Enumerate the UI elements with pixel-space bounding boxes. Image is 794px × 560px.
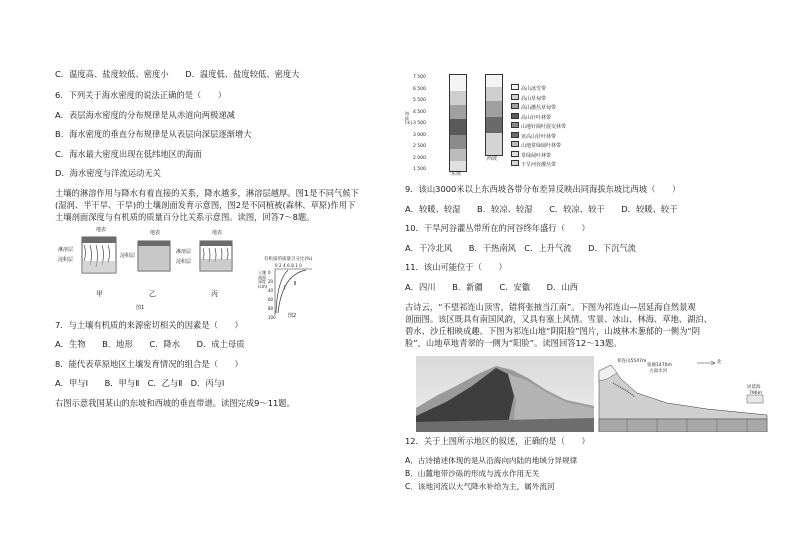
- q8-stem: 8．能代表草原地区土壤发育情况的组合是（ ）: [55, 359, 243, 369]
- vertical-zonation-chart: [405, 70, 605, 178]
- chart-col-west: 西坡: [487, 156, 498, 162]
- q11-options[interactable]: A．四川 B．新疆 C．安徽 D．山西: [405, 282, 578, 292]
- q11-stem: 11．该山可能位于（ ）: [405, 262, 507, 272]
- east-conifer-zone: [450, 119, 466, 135]
- chart-col-east: 东坡: [451, 171, 462, 177]
- q6-stem: 6．下列关于海水密度的说法正确的是（ ）: [55, 90, 227, 100]
- qilian-juyan-profile: [597, 357, 769, 432]
- intro-7-8-line2: (湿润、半干旱、干旱)的土壤剖面发育示意图，图2是不同植被(森林、草原)作用下: [55, 200, 356, 210]
- east-shrub-zone: [450, 105, 466, 119]
- q7-options[interactable]: A．生物 B．地形 C．降水 D．成土母质: [55, 339, 245, 349]
- chart-legend: [511, 84, 603, 170]
- east-snow-zone: [450, 75, 466, 91]
- east-meadow-zone: [450, 91, 466, 105]
- legend-item: 山地针阔叶混交林带: [511, 122, 603, 132]
- legend-item: 干旱河谷灌丛带: [511, 160, 603, 170]
- west-slope-column: [485, 74, 503, 156]
- intro-12-13-line3: 碧水、沙丘相映成趣。下图为祁连山地“阴阳脸”图片，山坡林木葱郁的一侧为“阴: [405, 326, 700, 336]
- intro-12-13-line4: 脸”，山地草地青翠的一侧为“阳脸”。读图回答12～13题。: [405, 338, 622, 348]
- q10-options[interactable]: A．干冷北风 B．干热南风 C．上升气流 D．下沉气流: [405, 243, 636, 253]
- mountain-silhouette: [416, 356, 594, 432]
- west-meadow-zone: [486, 87, 502, 101]
- west-shrub-zone: [486, 101, 502, 117]
- west-dry-valley-zone: [486, 133, 502, 155]
- profile-label-zhangye: 张掖1470m: [647, 363, 672, 368]
- q8-options[interactable]: A．甲与Ⅰ B．甲与Ⅱ C．乙与Ⅱ D．丙与Ⅰ: [55, 378, 225, 388]
- fig2-caption: 图2: [288, 313, 297, 319]
- fig1-caption: 图1: [136, 305, 145, 311]
- west-snow-zone: [486, 75, 502, 87]
- organic-matter-figure: [258, 257, 318, 319]
- east-base-zone: [450, 161, 466, 171]
- fig2-curve-1-label: Ⅰ: [284, 285, 286, 291]
- fig1-leaching-label-jia: 淋溶层: [58, 247, 74, 253]
- legend-item: 亚高山针叶林带: [511, 132, 603, 142]
- fig1-leaching-label-bing: 淋溶层: [176, 249, 192, 255]
- fig1-surface-label-bing: 地表: [212, 230, 223, 236]
- q12-stem: 12．关于上图所示地区的叙述，正确的是（ ）: [405, 436, 590, 446]
- fig1-deposit-label-jia: 淀积层: [58, 257, 74, 263]
- fig2-curve-2-label: Ⅱ: [294, 281, 297, 287]
- fig2-plot: [258, 257, 318, 319]
- q12-option-a[interactable]: A．古诗描述体现的是从沿海向内陆的地域分异规律: [405, 456, 578, 465]
- fig1-surface-label-yi: 地表: [150, 230, 161, 236]
- qilian-mountain-photo: [416, 356, 594, 432]
- east-broadleaf-zone: [450, 149, 466, 161]
- profile-label-juyan: 居延海: [747, 385, 761, 390]
- chart-ylabel: 海拔(米): [405, 111, 413, 125]
- legend-item: 高山针叶林带: [511, 113, 603, 123]
- q7-stem: 7．与土壤有机质的来源密切相关的因素是（ ）: [55, 320, 243, 330]
- profile-label-river: 古弱水河: [649, 369, 667, 374]
- q9-options[interactable]: A．较暖、较湿 B．较凉、较湿 C．较凉、较干 D．较暖、较干: [405, 204, 678, 214]
- west-conifer-zone: [486, 117, 502, 133]
- q6-option-b[interactable]: B．海水密度的垂直分布规律是从表层向深层逐渐增大: [55, 129, 252, 139]
- profile-label-juyan-alt: 796m: [749, 391, 762, 396]
- q10-stem: 10．干旱河谷灌丛带所在的河谷终年盛行（ ）: [405, 223, 590, 233]
- q5-options-cd: C．温度高、盐度较低、密度小 D．温度低、盐度较低、密度大: [55, 69, 300, 79]
- q6-option-a[interactable]: A．表层海水密度的分布规律是从赤道向两极递减: [55, 110, 235, 120]
- profile-diagram: [597, 357, 769, 432]
- legend-item: 高山灌丛草甸带: [511, 103, 603, 113]
- fig2-ylabel: 土壤剖面深度(cm): [258, 270, 268, 289]
- legend-item: 常绿阔叶林带: [511, 151, 603, 161]
- intro-9-11: 右图示意我国某山的东坡和西坡的垂直带谱。读图完成9～11题。: [55, 398, 295, 408]
- fig1-surface-label-jia: 地表: [96, 227, 107, 233]
- legend-item: 高山草甸带: [511, 94, 603, 104]
- q12-option-c[interactable]: C．该地河流以大气降水补给为主，属外流河: [405, 482, 555, 491]
- q12-option-b[interactable]: B．山麓地带沙砾的形成与流水作用无关: [405, 469, 540, 478]
- profile-label-peak: 祁连山5547m: [617, 359, 647, 364]
- fig1-name-bing: 丙: [211, 290, 218, 298]
- profile-label-north: 北: [717, 360, 722, 365]
- intro-12-13-line2: 剖面图。该区既具有南国风韵，又具有塞上风情。雪景、冰山、林海、草地、湖泊、: [405, 314, 712, 324]
- q9-stem: 9．该山3000米以上东西坡各带分布差异反映出同海拔东坡比西坡（ ）: [405, 184, 681, 194]
- fig2-title: 有机质的质量百分比(%): [264, 257, 313, 262]
- fig2-yticks: 0 20 40 60 80 100: [268, 270, 276, 320]
- legend-item: 高山冰雪带: [511, 84, 603, 94]
- intro-12-13-line1: 古诗云，“不望祁连山顶雪，错将张掖当江南”。下图为祁连山—居延海自然景观: [405, 302, 696, 312]
- soil-profile-illustration: [58, 227, 258, 319]
- fig2-xticks: 0246810: [275, 263, 304, 268]
- intro-7-8-line1: 土壤的淋溶作用与降水有着直接的关系，降水越多，淋溶层越厚。图1是不同气候下: [55, 188, 359, 198]
- intro-7-8-line3: 土壤剖面深度与有机质的质量百分比关系示意图。读图，回答7～8题。: [55, 212, 315, 222]
- fig1-name-yi: 乙: [149, 290, 156, 298]
- fig1-deposit-label-bing: 淀积层: [176, 259, 192, 265]
- fig1-deposit-label-yi: 淀积层: [120, 253, 136, 259]
- q6-option-c[interactable]: C．海水最大密度出现在低纬地区的海面: [55, 149, 202, 159]
- chart-yticks: 7 500 6 500 5 500 4 500 3 500 3 000 2 500 2 000 1 500: [413, 75, 426, 172]
- q6-option-d[interactable]: D．海水密度与洋流运动无关: [55, 168, 161, 178]
- east-mixed-zone: [450, 135, 466, 149]
- fig1-name-jia: 甲: [96, 290, 103, 298]
- soil-profile-figure: [58, 227, 258, 319]
- legend-item: 山地常绿阔叶林带: [511, 141, 603, 151]
- east-slope-column: [449, 74, 467, 172]
